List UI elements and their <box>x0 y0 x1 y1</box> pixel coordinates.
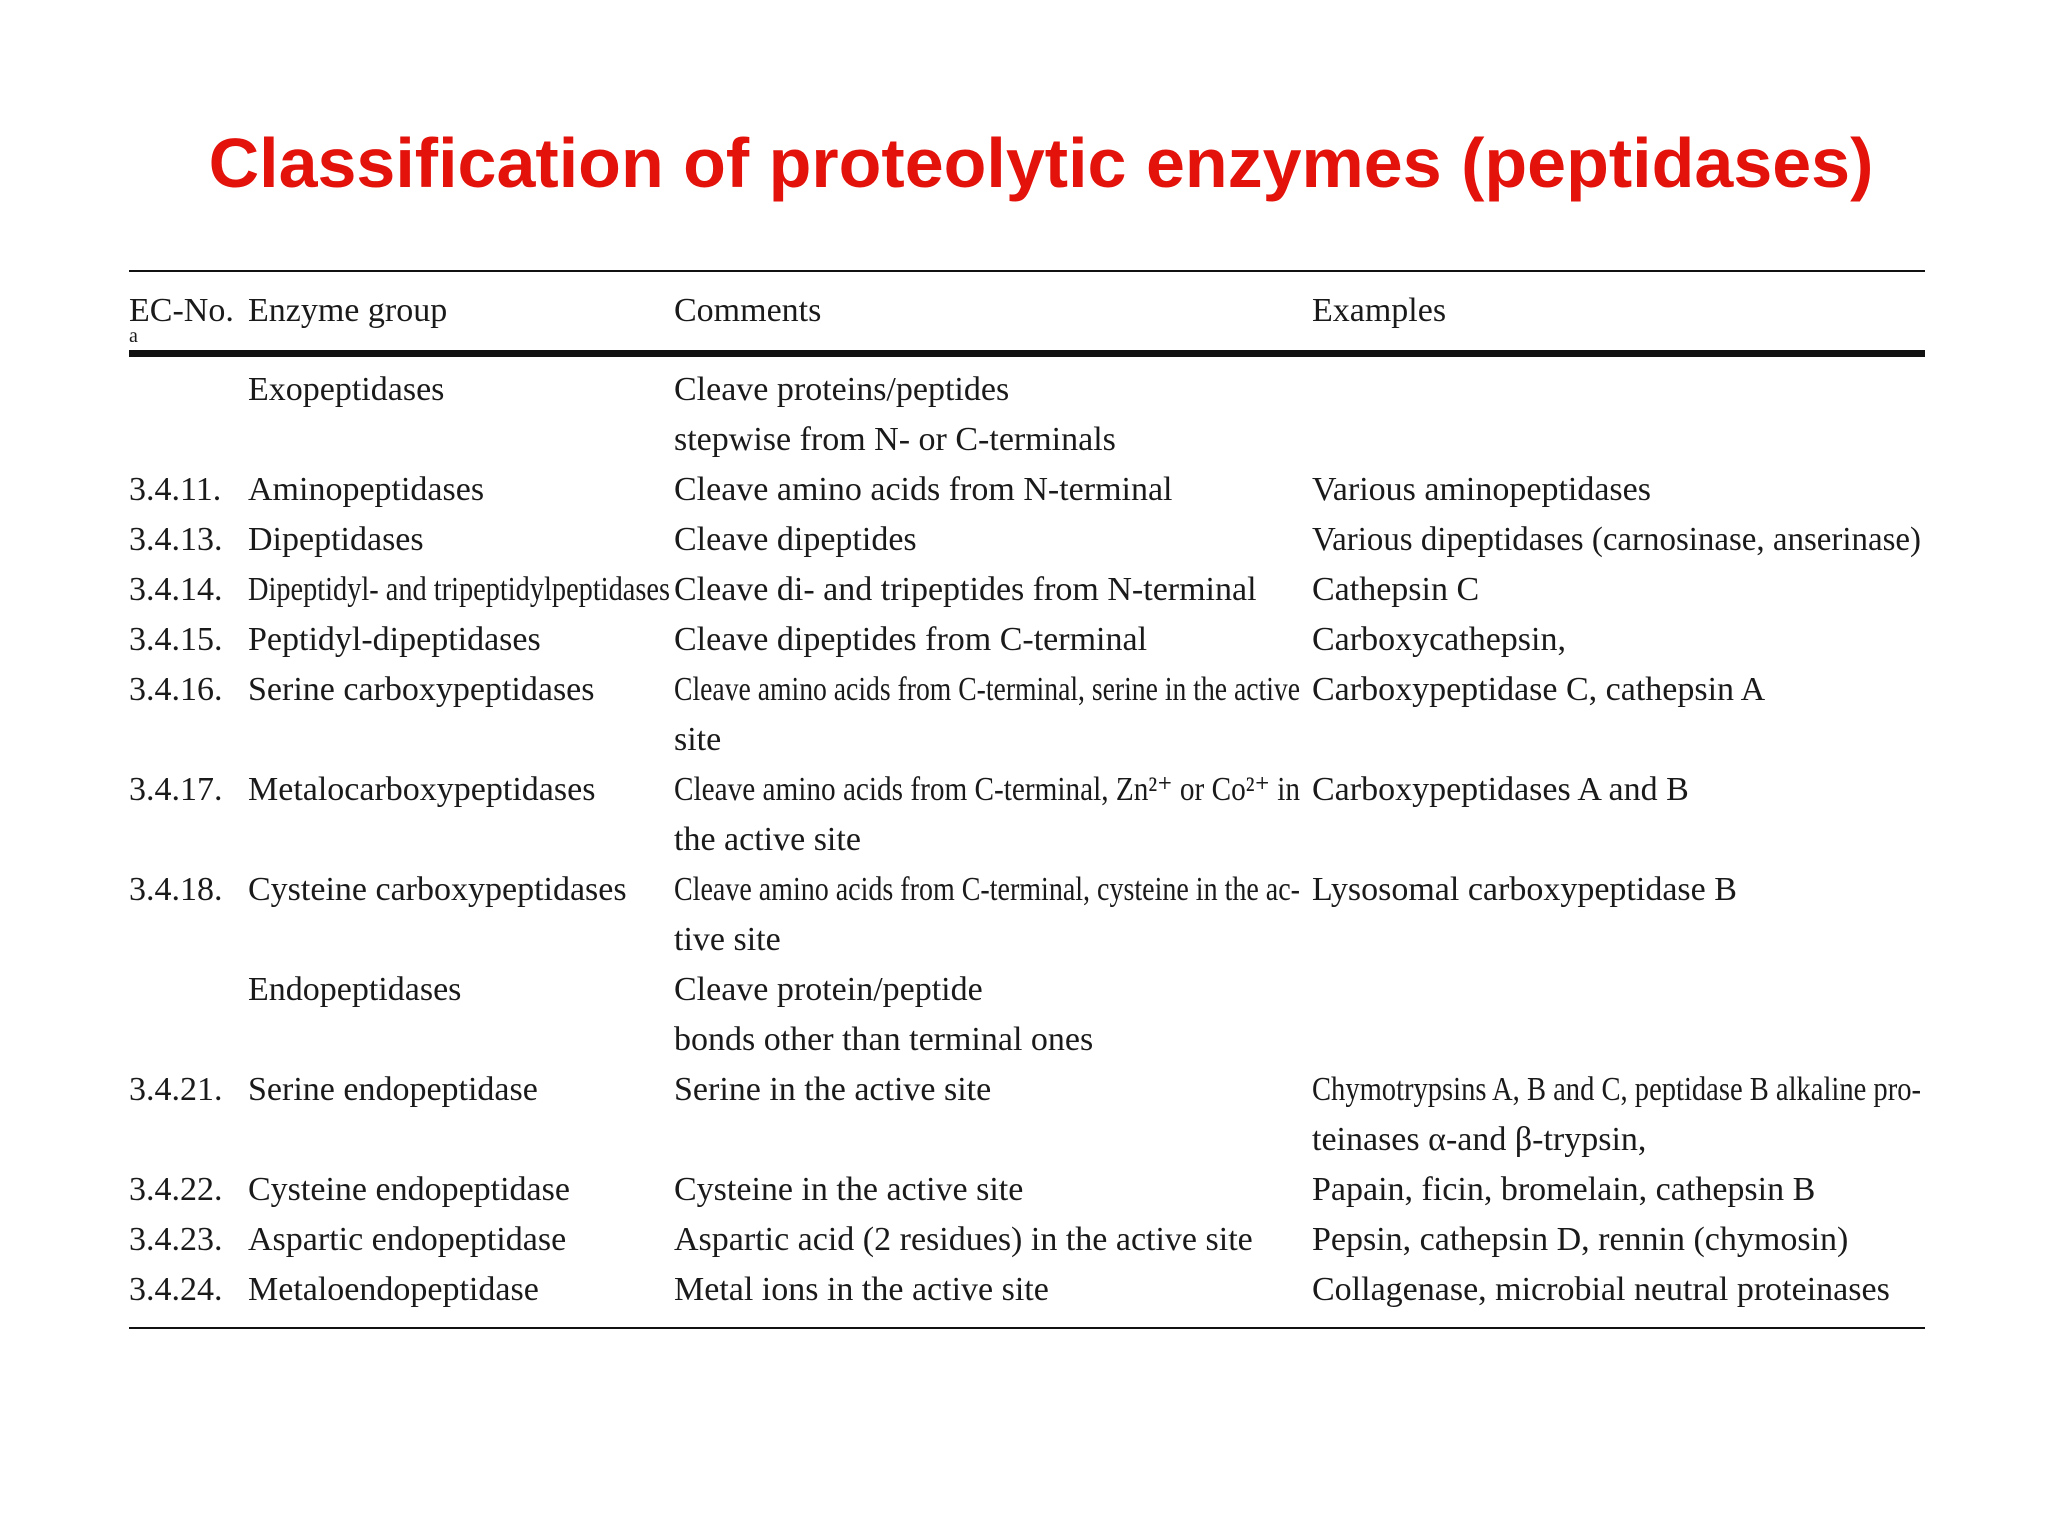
enzyme-group-cell: Metaloendopeptidase <box>248 1271 539 1308</box>
example-line: Carboxypeptidase C, cathepsin A <box>1312 671 1766 708</box>
table-row <box>129 965 1925 1065</box>
comments-cell <box>674 665 1312 765</box>
example-line: Cathepsin C <box>1312 571 1480 608</box>
slide-title: Classification of proteolytic enzymes (peptidases) <box>208 124 1874 202</box>
comment-line: bonds other than terminal ones <box>674 1021 1094 1058</box>
comments-cell <box>674 1265 1312 1315</box>
example-line: teinases α-and β-trypsin, <box>1312 1121 1647 1158</box>
examples-cell <box>1312 965 1925 1065</box>
table-row <box>129 465 1925 515</box>
comments-cell <box>674 465 1312 515</box>
ec-number-cell: 3.4.17. <box>129 771 223 808</box>
comment-line: Aspartic acid (2 residues) in the active site <box>674 1221 1253 1258</box>
comment-line: site <box>674 721 722 758</box>
comment-line: Cleave proteins/peptides <box>674 371 1010 408</box>
comments-cell <box>674 1065 1312 1165</box>
comment-line: stepwise from N- or C-terminals <box>674 421 1116 458</box>
comment-line: Metal ions in the active site <box>674 1271 1049 1308</box>
table-row <box>129 615 1925 665</box>
example-line: Papain, ficin, bromelain, cathepsin B <box>1312 1171 1816 1208</box>
table-row <box>129 1065 1925 1165</box>
header-ec-number: EC-No. a <box>129 292 234 347</box>
comment-line: the active site <box>674 821 861 858</box>
enzyme-group-cell: Serine carboxypeptidases <box>248 671 595 708</box>
comments-cell <box>674 1165 1312 1215</box>
example-line: Pepsin, cathepsin D, rennin (chymosin) <box>1312 1221 1849 1258</box>
comments-cell <box>674 865 1312 965</box>
enzyme-group-cell: Dipeptidases <box>248 521 424 558</box>
ec-number-cell <box>129 365 248 465</box>
enzyme-group-cell: Exopeptidases <box>248 371 445 408</box>
comment-line: Cleave amino acids from C-terminal, serine in the active <box>674 671 1300 708</box>
enzyme-group-cell: Serine endopeptidase <box>248 1071 538 1108</box>
comments-cell <box>674 765 1312 865</box>
enzyme-group-cell: Aminopeptidases <box>248 471 485 508</box>
examples-cell <box>1312 665 1925 765</box>
comment-line: Cleave di- and tripeptides from N-terminal <box>674 571 1257 608</box>
comment-line: Serine in the active site <box>674 1071 992 1108</box>
ec-number-cell <box>129 965 248 1065</box>
comment-line: Cleave protein/peptide <box>674 971 983 1008</box>
enzyme-classification-table <box>129 270 1925 1329</box>
example-line: Carboxypeptidases A and B <box>1312 771 1689 808</box>
table-row <box>129 365 1925 465</box>
example-line <box>1312 965 1925 1015</box>
comment-line: tive site <box>674 921 781 958</box>
table-row <box>129 1165 1925 1215</box>
table-row <box>129 765 1925 865</box>
examples-cell <box>1312 1165 1925 1215</box>
comments-cell <box>674 515 1312 565</box>
table-bottom-rule <box>129 1327 1925 1329</box>
ec-number-cell: 3.4.18. <box>129 871 223 908</box>
table-header-row <box>129 272 1925 350</box>
enzyme-group-cell: Aspartic endopeptidase <box>248 1221 567 1258</box>
ec-number-cell: 3.4.24. <box>129 1271 223 1308</box>
table-row <box>129 515 1925 565</box>
example-line: Lysosomal carboxypeptidase B <box>1312 871 1737 908</box>
enzyme-group-cell: Cysteine endopeptidase <box>248 1171 570 1208</box>
comment-line: Cleave amino acids from C-terminal, cysteine in the ac- <box>674 871 1300 908</box>
ec-number-cell: 3.4.16. <box>129 671 223 708</box>
comments-cell <box>674 565 1312 615</box>
examples-cell <box>1312 615 1925 665</box>
comment-line: Cleave dipeptides from C-terminal <box>674 621 1148 658</box>
enzyme-group-cell: Metalocarboxypeptidases <box>248 771 596 808</box>
examples-cell <box>1312 1215 1925 1265</box>
header-comments: Comments <box>674 292 822 329</box>
table-row <box>129 1265 1925 1315</box>
table-row <box>129 665 1925 765</box>
header-examples: Examples <box>1312 292 1447 329</box>
example-line: Collagenase, microbial neutral proteinases <box>1312 1271 1890 1308</box>
comment-line: Cleave amino acids from C-terminal, Zn²⁺ or Co²⁺ in <box>674 771 1300 808</box>
enzyme-group-cell: Endopeptidases <box>248 971 462 1008</box>
comment-line: Cleave amino acids from N-terminal <box>674 471 1173 508</box>
enzyme-group-cell: Cysteine carboxypeptidases <box>248 871 627 908</box>
example-line: Various dipeptidases (carnosinase, anserinase) <box>1312 521 1921 558</box>
examples-cell <box>1312 565 1925 615</box>
examples-cell <box>1312 1265 1925 1315</box>
header-enzyme-group: Enzyme group <box>248 292 448 329</box>
examples-cell <box>1312 365 1925 465</box>
ec-number-cell: 3.4.13. <box>129 521 223 558</box>
ec-number-cell: 3.4.11. <box>129 471 222 508</box>
examples-cell <box>1312 465 1925 515</box>
comments-cell <box>674 365 1312 465</box>
examples-cell <box>1312 1065 1925 1165</box>
enzyme-group-cell: Dipeptidyl- and tripeptidylpeptidases <box>248 571 670 608</box>
examples-cell <box>1312 865 1925 965</box>
table-row <box>129 865 1925 965</box>
ec-number-cell: 3.4.22. <box>129 1171 223 1208</box>
table-row <box>129 565 1925 615</box>
table-row <box>129 1215 1925 1265</box>
example-line: Various aminopeptidases <box>1312 471 1651 508</box>
comment-line: Cysteine in the active site <box>674 1171 1024 1208</box>
enzyme-group-cell: Peptidyl-dipeptidases <box>248 621 541 658</box>
examples-cell <box>1312 765 1925 865</box>
example-line: Carboxycathepsin, <box>1312 621 1566 658</box>
ec-number-cell: 3.4.21. <box>129 1071 223 1108</box>
ec-number-cell: 3.4.15. <box>129 621 223 658</box>
table-header-rule <box>129 350 1925 357</box>
table-body <box>129 357 1925 1327</box>
example-line: Chymotrypsins A, B and C, peptidase B alkaline pro- <box>1312 1071 1921 1108</box>
example-line <box>1312 365 1925 415</box>
comments-cell <box>674 615 1312 665</box>
comments-cell <box>674 1215 1312 1265</box>
ec-number-cell: 3.4.23. <box>129 1221 223 1258</box>
examples-cell <box>1312 515 1925 565</box>
comment-line: Cleave dipeptides <box>674 521 917 558</box>
ec-number-cell: 3.4.14. <box>129 571 223 608</box>
comments-cell <box>674 965 1312 1065</box>
